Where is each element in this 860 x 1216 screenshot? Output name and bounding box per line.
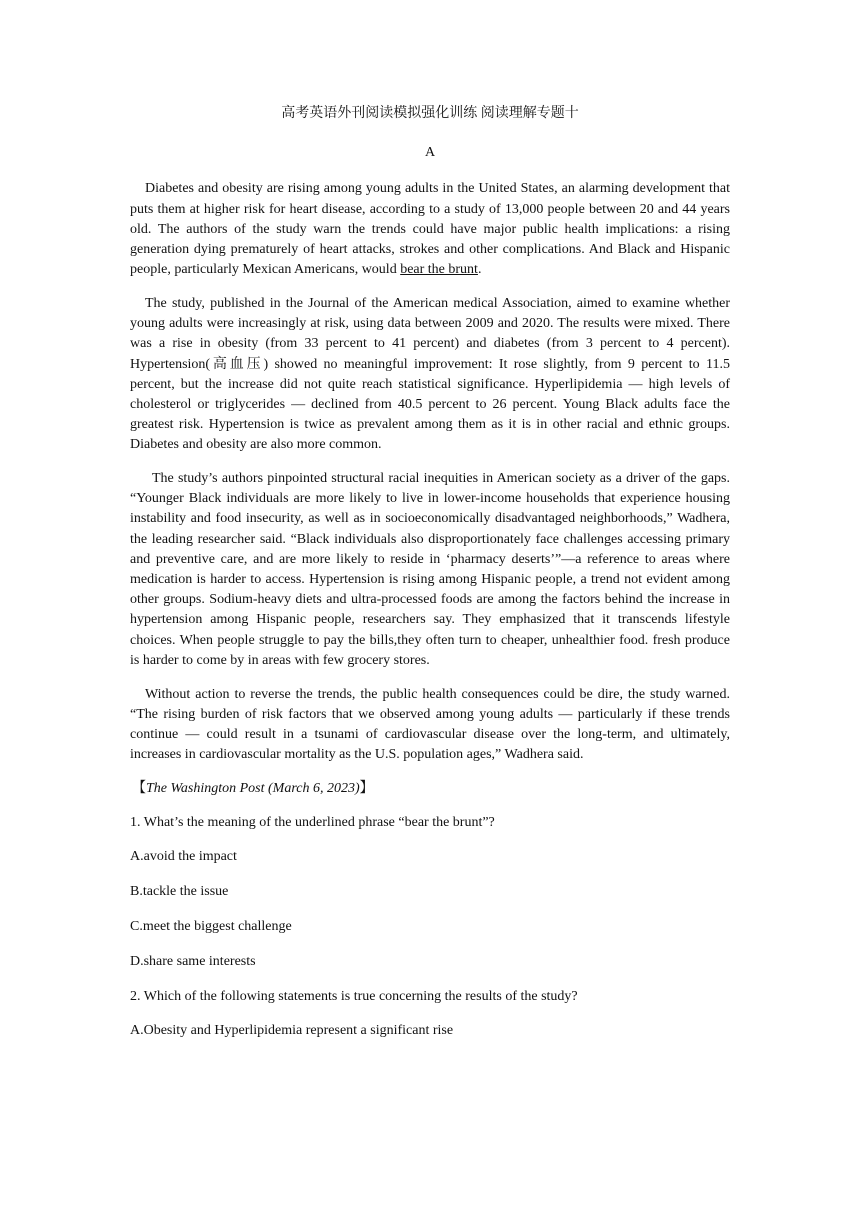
source-bracket-open: 【 xyxy=(132,780,146,796)
section-label: A xyxy=(424,145,436,161)
source-citation xyxy=(130,779,730,799)
question-1-option-d: D.share same interests xyxy=(130,953,256,969)
document-page xyxy=(130,104,730,1056)
paragraph-1 xyxy=(130,179,730,280)
document-title: 高考英语外刊阅读模拟强化训练 阅读理解专题十 xyxy=(281,106,579,121)
source-bracket-close: 】 xyxy=(359,780,374,796)
underlined-phrase: bear the brunt xyxy=(400,262,478,278)
paragraph-1-text: Diabetes and obesity are rising among young adults in the United States, an alarming development that puts them at higher risk for heart disease, according to a study of 13,000 people between 20 and 44 years old. The authors of the study warn the trends could have major public health implications: a rising generation dying prematurely of heart attacks, strokes and other complications. And Black and Hispanic people, particularly Mexican Americans, would xyxy=(130,181,730,278)
paragraph-4: Without action to reverse the trends, the public health consequences could be dire, the study warned. “The rising burden of risk factors that we observed among young adults — particularly if these trends continue — could result in a tsunami of cardiovascular disease over the long-term, and ultimately, increases in cardiovascular mortality as the U.S. population ages,” Wadhera said. xyxy=(130,686,730,763)
paragraph-2: The study, published in the Journal of the American medical Association, aimed to examine whether young adults were increasingly at risk, using data between 2009 and 2020. The results were mixed. There was a rise in obesity (from 33 percent to 41 percent) and diabetes (from 3 percent to 4 percent). Hypertension(高血压) showed no meaningful improvement: It rose slightly, from 9 percent to 11.5 percent, but the increase did not quite reach statistical significance. Hyperlipidemia — high levels of cholesterol or triglycerides — declined from 40.5 percent to 26 percent. Young Black adults face the greatest risk. Hypertension is twice as prevalent among them as it is in other racial and ethnic groups. Diabetes and obesity are also more common. xyxy=(130,295,730,453)
question-2-option-a: A.Obesity and Hyperlipidemia represent a significant rise xyxy=(130,1023,454,1039)
question-1-option-b: B.tackle the issue xyxy=(130,884,229,900)
question-1-option-c: C.meet the biggest challenge xyxy=(130,918,292,934)
source-text: The Washington Post (March 6, 2023) xyxy=(146,780,360,796)
paragraph-3: The study’s authors pinpointed structural racial inequities in American society as a driver of the gaps. “Younger Black individuals are more likely to live in lower-income households that experience housing instability and food insecurity, as well as in socioeconomically disadvantaged neighborhoods,” Wadhera, the leading researcher said. “Black individuals also disproportionately face challenges accessing primary and preventive care, and are more likely to reside in ‘pharmacy deserts’”—a reference to areas where medication is harder to access. Hypertension is rising among Hispanic people, a trend not evident among other groups. Sodium-heavy diets and ultra-processed foods are among the factors behind the increase in hypertension among Hispanic people, researchers say. They emphasized that it transcends lifestyle choices. When people struggle to pay the bills,they often turn to cheaper, unhealthier food. fresh produce is harder to come by in areas with few grocery stores. xyxy=(130,471,730,668)
question-2: 2. Which of the following statements is true concerning the results of the study? xyxy=(130,988,578,1004)
question-1-option-a: A.avoid the impact xyxy=(130,849,237,865)
paragraph-1-end: . xyxy=(477,262,482,278)
question-1: 1. What’s the meaning of the underlined phrase “bear the brunt”? xyxy=(130,814,495,830)
